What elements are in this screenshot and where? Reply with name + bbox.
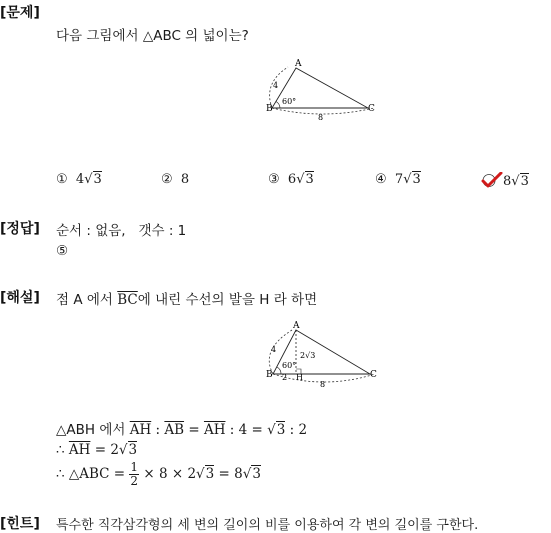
side-bc-label: 8: [318, 113, 324, 122]
answer-label: [정답]: [0, 221, 40, 237]
explanation-intro: 점 A 에서 $\overline{BC}$에 내린 수선의 발을 H 라 하면: [56, 292, 318, 308]
choice-2[interactable]: ② 8: [161, 172, 190, 187]
hint-label: [힌트]: [0, 516, 40, 532]
bh-label: 2: [282, 373, 288, 382]
side-ab-label: 4: [273, 81, 279, 90]
vertex-b: B: [266, 104, 273, 114]
vertex-c: C: [368, 104, 375, 114]
side-ab-label: 4: [271, 345, 277, 354]
vertex-c: C: [370, 370, 377, 380]
angle-arc: [276, 102, 280, 109]
vertex-a: A: [293, 321, 300, 331]
vertex-a: A: [295, 59, 302, 69]
question-text: 다음 그림에서 △ABC 의 넓이는?: [56, 28, 249, 44]
choice-5[interactable]: 8√3: [481, 172, 529, 189]
fraction-half: $\frac{1}{2}$: [130, 460, 139, 488]
segment-bc: $\overline{BC}$: [117, 292, 138, 308]
explanation-line-2: ∴ $\overline{AH} = 2√3$: [56, 442, 138, 458]
choice-4[interactable]: ④ 7√3: [375, 172, 421, 187]
answer-value: ⑤: [56, 243, 69, 259]
problem-label: [문제]: [0, 5, 40, 21]
choice-3[interactable]: ③ 6√3: [268, 172, 314, 187]
triangle-figure-explanation: [262, 318, 384, 390]
side-bc-label: 8: [320, 380, 326, 389]
triangle-figure-problem: [262, 58, 384, 122]
vertex-b: B: [266, 370, 273, 380]
ah-label: 2√3: [300, 351, 316, 360]
check-icon: [481, 172, 503, 188]
angle-label: 60°: [282, 97, 297, 106]
choice-1[interactable]: ① 4√3: [56, 172, 102, 187]
explanation-line-1: △ABH 에서 $\overline{AH}$ : $\overline{AB} = \overline{AH}$ : 4 = √3 : 2: [56, 422, 308, 438]
explanation-line-3: ∴ △ABC = $\frac{1}{2}$ × 8 × 2√3 = 8√3: [56, 460, 261, 488]
angle-arc: [277, 367, 281, 374]
explanation-label: [해설]: [0, 290, 40, 306]
hint-text: 특수한 직각삼각형의 세 변의 길이의 비를 이용하여 각 변의 길이를 구한다.: [56, 518, 479, 533]
vertex-h: H: [296, 373, 303, 382]
angle-label: 60°: [282, 361, 297, 370]
answer-order-count: 순서 : 없음, 갯수 : 1: [56, 223, 187, 239]
